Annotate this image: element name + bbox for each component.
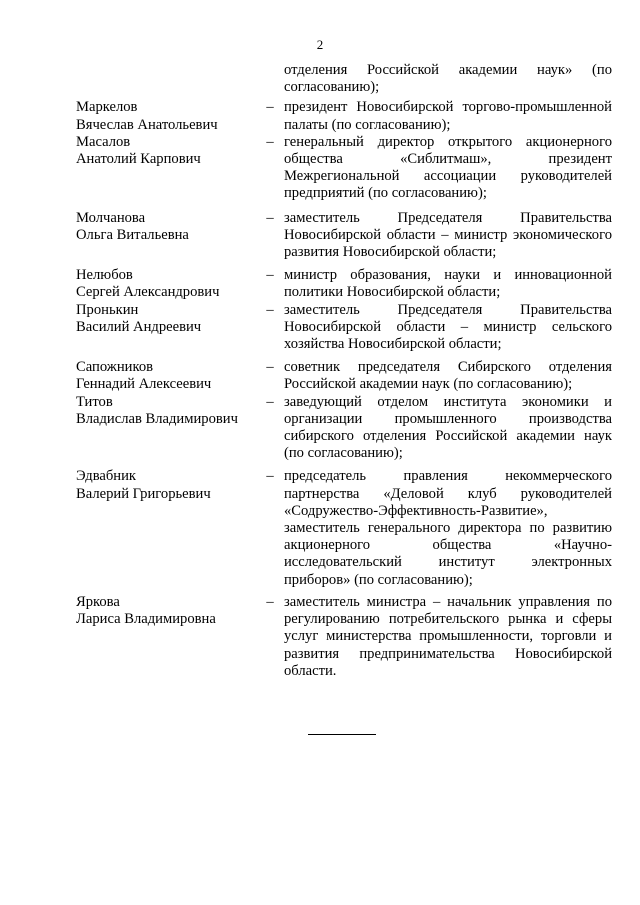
member-name	[76, 267, 256, 301]
member-surname: Маркелов	[76, 99, 138, 116]
member-entry	[76, 302, 612, 354]
closing-rule	[308, 734, 376, 735]
role-text: заместитель генерального директора по развитию акционерного общества «Научно-исследовательский институт электронных приборов» (по согласованию);	[284, 520, 612, 588]
member-surname: Сапожников	[76, 359, 154, 376]
member-entry	[76, 394, 612, 463]
member-entry	[76, 134, 612, 203]
dash-separator: –	[266, 593, 274, 610]
dash-separator: –	[266, 99, 274, 116]
page-number: 2	[316, 37, 324, 52]
member-entry	[76, 468, 612, 588]
role-text: председатель правления некоммерческого партнерства «Деловой клуб руководителей «Содружество-Эффективность-Развитие»,	[284, 468, 612, 519]
member-surname: Яркова	[76, 593, 120, 610]
member-surname: Масалов	[76, 133, 131, 150]
dash-separator: –	[266, 359, 274, 376]
dash-separator: –	[266, 393, 274, 410]
member-role	[284, 468, 612, 588]
member-given-name: Валерий Григорьевич	[76, 485, 211, 502]
role-text: заместитель министра – начальник управления по регулированию потребительского рынка и сферы услуг министерства промышленности, торговли и развития предпринимательства Новосибирской области.	[284, 593, 612, 679]
member-given-name: Геннадий Алексеевич	[76, 376, 212, 393]
member-entry	[76, 99, 612, 133]
member-given-name: Лариса Владимировна	[76, 611, 216, 628]
role-text: заместитель Председателя Правительства Новосибирской области – министр сельского хозяйства Новосибирской области;	[284, 301, 612, 353]
member-name	[76, 594, 256, 680]
member-given-name: Анатолий Карпович	[76, 151, 201, 168]
member-name	[76, 210, 256, 262]
member-surname: Нелюбов	[76, 267, 133, 284]
member-surname: Титов	[76, 393, 113, 410]
member-entry	[76, 267, 612, 301]
member-role	[284, 267, 612, 301]
role-text: заведующий отделом института экономики и организации промышленного производства сибирского отделения Российской академии наук (по согласованию);	[284, 393, 612, 462]
member-name	[76, 134, 256, 203]
member-given-name: Ольга Витальевна	[76, 226, 189, 243]
member-name	[76, 99, 256, 133]
member-surname: Эдвабник	[76, 468, 137, 485]
role-text: заместитель Председателя Правительства Новосибирской области – министр экономического развития Новосибирской области;	[284, 209, 612, 261]
member-given-name: Сергей Александрович	[76, 284, 220, 301]
member-list	[76, 62, 612, 680]
member-given-name: Вячеслав Анатольевич	[76, 116, 218, 133]
member-name	[76, 468, 256, 588]
dash-separator: –	[266, 209, 274, 226]
member-surname: Молчанова	[76, 209, 146, 226]
member-role	[284, 210, 612, 262]
member-role	[284, 359, 612, 393]
member-role	[284, 394, 612, 463]
member-role	[284, 134, 612, 203]
continuation-entry	[76, 62, 612, 96]
member-name	[76, 394, 256, 463]
member-given-name: Василий Андреевич	[76, 318, 202, 335]
member-entry	[76, 210, 612, 262]
role-text: президент Новосибирской торгово-промышленной палаты (по согласованию);	[284, 99, 612, 133]
role-text: министр образования, науки и инновационной политики Новосибирской области;	[284, 267, 612, 301]
member-given-name: Владислав Владимирович	[76, 410, 238, 427]
role-text: советник председателя Сибирского отделения Российской академии наук (по согласованию);	[284, 359, 612, 393]
dash-separator: –	[266, 267, 274, 284]
member-role	[284, 302, 612, 354]
role-text: генеральный директор открытого акционерного общества «Сиблитмаш», президент Межрегиональной ассоциации руководителей предприятий (по согласованию);	[284, 133, 612, 202]
member-role	[284, 594, 612, 680]
member-name	[76, 359, 256, 393]
member-name	[76, 302, 256, 354]
member-role	[284, 99, 612, 133]
dash-separator: –	[266, 468, 274, 485]
member-entry	[76, 594, 612, 680]
continuation-text: отделения Российской академии наук» (по согласованию);	[284, 62, 612, 96]
member-entry	[76, 359, 612, 393]
dash-separator: –	[266, 301, 274, 318]
member-surname: Пронькин	[76, 301, 139, 318]
dash-separator: –	[266, 133, 274, 150]
